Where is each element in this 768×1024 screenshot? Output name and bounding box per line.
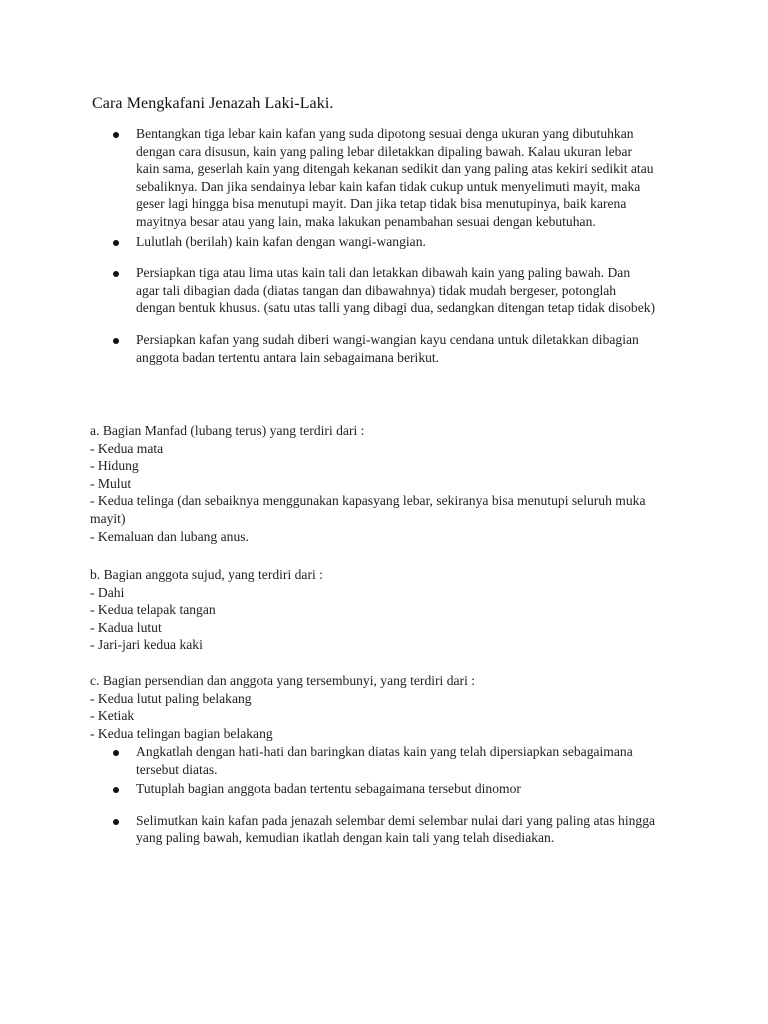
bullet-list-bottom — [0, 743, 768, 847]
list-item: - Kedua mata — [90, 440, 164, 456]
list-item-text: Selimutkan kain kafan pada jenazah selembar demi selembar nulai dari yang paling atas hingga yang paling bawah, kemudian ikatlah dengan kain tali yang telah disediakan. — [136, 812, 656, 846]
list-item — [0, 233, 656, 251]
section-heading: b. Bagian anggota sujud, yang terdiri dari : — [90, 567, 323, 582]
bullet-icon — [113, 787, 119, 793]
list-item: - Kedua telapak tangan — [90, 602, 216, 618]
bullet-icon — [113, 271, 119, 277]
bullet-icon — [113, 750, 119, 756]
list-item: - Hidung — [90, 458, 139, 474]
section-b — [90, 566, 690, 654]
section-heading: a. Bagian Manfad (lubang terus) yang terdiri dari : — [90, 423, 365, 438]
section-c — [90, 672, 690, 742]
list-item: - Kemaluan dan lubang anus. — [90, 528, 249, 544]
list-item: - Kadua lutut — [90, 619, 162, 635]
list-item-text: Persiapkan kafan yang sudah diberi wangi-wangian kayu cendana untuk diletakkan dibagian anggota badan tertentu antara lain sebagaimana berikut. — [136, 331, 639, 365]
list-item: - Jari-jari kedua kaki — [90, 637, 203, 653]
bullet-icon — [113, 819, 119, 825]
list-item — [0, 812, 656, 847]
list-item — [0, 264, 656, 317]
bullet-list-top — [0, 125, 768, 366]
list-item: - Kedua telingan bagian belakang — [90, 725, 273, 741]
list-item-text: Tutuplah bagian anggota badan tertentu sebagaimana tersebut dinomor — [136, 781, 521, 797]
section-a — [90, 422, 690, 545]
bullet-icon — [113, 132, 119, 138]
list-item: - Mulut — [90, 475, 132, 491]
document-title: Cara Mengkafani Jenazah Laki-Laki. — [92, 95, 334, 112]
section-heading: c. Bagian persendian dan anggota yang tersembunyi, yang terdiri dari : — [90, 673, 476, 688]
list-item — [0, 743, 656, 778]
list-item: - Kedua telinga (dan sebaiknya menggunakan kapasyang lebar, sekiranya bisa menutupi seluruh muka mayit) — [90, 493, 646, 526]
list-item-text: Angkatlah dengan hati-hati dan baringkan diatas kain yang telah dipersiapkan sebagaimana tersebut diatas. — [136, 744, 633, 777]
list-item: - Dahi — [90, 584, 125, 600]
list-item-text: Bentangkan tiga lebar kain kafan yang suda dipotong sesuai denga ukuran yang dibutuhkan dengan cara disusun, kain yang paling lebar diletakkan dipaling bawah. Kalau ukuran lebar kain sama, geserlah kain yang ditengah kekanan sedikit dan yang paling atas kekiri sedikit atau sebaliknya. Dan jika sendainya lebar kain kafan tidak cukup untuk menyelimuti mayit, maka geser lagi hingga bisa menutupi mayit. Dan jika tetap tidak bisa menutupinya, baik karena mayitnya besar atau yang lain, maka lakukan penambahan sesuai dengan kebutuhan. — [136, 126, 654, 229]
list-item-text: Lulutlah (berilah) kain kafan dengan wangi-wangian. — [136, 233, 426, 249]
bullet-icon — [113, 338, 119, 344]
list-item — [0, 125, 656, 231]
bullet-icon — [113, 240, 119, 246]
list-item — [0, 780, 656, 798]
list-item: - Ketiak — [90, 708, 135, 724]
list-item-text: Persiapkan tiga atau lima utas kain tali dan letakkan dibawah kain yang paling bawah. Dan agar tali dibagian dada (diatas tangan dan dibawahnya) tidak mudah bergeser, potonglah dengan bentuk khusus. (satu utas talli yang dibagi dua, sedangkan ditengan tetap tidak disobek) — [136, 265, 656, 316]
list-item: - Kedua lutut paling belakang — [90, 690, 252, 706]
list-item — [0, 331, 656, 366]
